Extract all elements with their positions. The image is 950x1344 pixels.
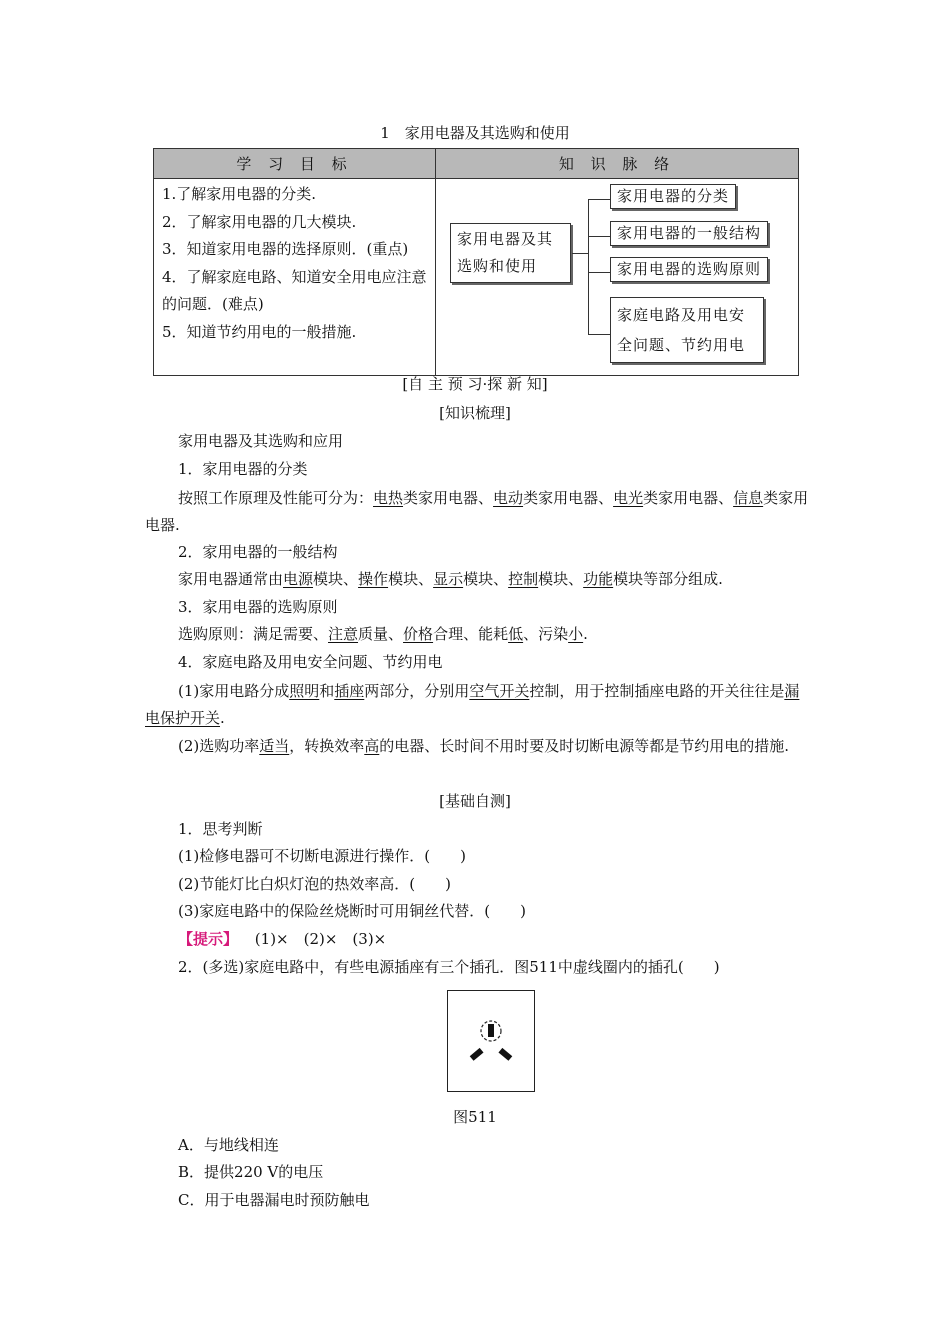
blank-answer: 电热	[373, 489, 404, 507]
blank-answer: 漏电保护开关	[145, 682, 800, 727]
map-connector	[588, 236, 610, 237]
goal-item: 4．了解家庭电路、知道安全用电应注意的问题．(难点)	[162, 267, 427, 313]
blank-answer: 适当	[259, 737, 290, 755]
goal-item: 5．知道节约用电的一般措施.	[162, 322, 357, 341]
map-connector	[588, 199, 610, 200]
knowledge-map	[436, 179, 798, 375]
goal-item: 1.了解家用电器的分类.	[162, 185, 317, 203]
blank-answer: 插座	[334, 682, 365, 700]
section-1-text: 按照工作原理及性能可分为：电热类家用电器、电动类家用电器、电光类家用电器、信息类家用电器.	[145, 489, 809, 534]
section-4-para-2: (2)选购功率适当，转换效率高的电器、长时间不用时要及时切断电源等都是节约用电的措施.	[178, 737, 790, 755]
map-branch-box: 家庭电路及用电安全问题、节约用电	[610, 297, 764, 363]
blank-answer: 操作	[358, 570, 389, 588]
neutral-hole	[498, 1048, 512, 1061]
live-hole	[470, 1048, 484, 1061]
test-header: [基础自测]	[439, 792, 511, 810]
header-knowledge-map: 知 识 脉 络	[436, 149, 799, 179]
map-branch-box: 家用电器的一般结构	[610, 221, 768, 246]
blank-answer: 电动	[493, 489, 524, 507]
map-connector	[588, 334, 610, 335]
blank-answer: 照明	[289, 682, 320, 700]
map-connector	[572, 253, 588, 254]
option-b: B．提供220 V的电压	[178, 1163, 324, 1181]
tip-answer: (1)× (2)× (3)×	[254, 930, 387, 948]
goal-item: 3．知道家用电器的选择原则．(重点)	[162, 240, 409, 258]
section-3-title: 3．家用电器的选购原则	[178, 598, 338, 616]
judgement-item: (2)节能灯比白炽灯泡的热效率高．( )	[178, 875, 451, 893]
blank-answer: 电源	[283, 570, 314, 588]
tip-label: 【提示】	[178, 930, 239, 948]
socket-figure	[447, 990, 535, 1092]
section-header: [自 主 预 习·探 新 知]	[402, 375, 548, 393]
section-2-text: 家用电器通常由电源模块、操作模块、显示模块、控制模块、功能模块等部分组成.	[178, 570, 723, 588]
map-branch-box: 家用电器的分类	[610, 184, 736, 209]
goals-list	[154, 179, 435, 346]
blank-answer: 控制	[508, 570, 539, 588]
judgement-item: (1)检修电器可不切断电源进行操作．( )	[178, 847, 466, 865]
blank-answer: 显示	[433, 570, 464, 588]
blank-answer: 高	[364, 737, 380, 755]
section-4-title: 4．家庭电路及用电安全问题、节约用电	[178, 653, 443, 671]
section-3-text: 选购原则：满足需要、注意质量、价格合理、能耗低、污染小.	[178, 625, 588, 643]
option-c: C．用于电器漏电时预防触电	[178, 1191, 370, 1209]
option-a: A．与地线相连	[178, 1136, 279, 1154]
ground-hole	[488, 1024, 494, 1037]
map-root-box: 家用电器及其选购和使用	[450, 223, 571, 283]
figure-caption: 图511	[453, 1108, 497, 1126]
blank-answer: 功能	[583, 570, 614, 588]
blank-answer: 空气开关	[469, 682, 530, 700]
goal-item: 2．了解家用电器的几大模块.	[162, 212, 357, 231]
map-connector	[588, 199, 589, 334]
section-1-title: 1．家用电器的分类	[178, 460, 308, 478]
knowledge-header: [知识梳理]	[439, 404, 511, 422]
map-connector	[588, 272, 610, 273]
header-learning-goals: 学 习 目 标	[154, 149, 436, 179]
question-2-title: 2．(多选)家庭电路中，有些电源插座有三个插孔．图511中虚线圈内的插孔( )	[178, 958, 720, 976]
blank-answer: 注意	[328, 625, 359, 643]
tip-line	[178, 928, 386, 949]
map-branch-box: 家用电器的选购原则	[610, 257, 768, 282]
blank-answer: 价格	[403, 625, 434, 643]
socket-icon	[448, 991, 534, 1091]
blank-answer: 小	[568, 625, 584, 643]
judgement-item: (3)家庭电路中的保险丝烧断时可用铜丝代替．( )	[178, 902, 526, 920]
question-1-title: 1．思考判断	[178, 820, 263, 838]
page-title: 1 家用电器及其选购和使用	[380, 124, 570, 142]
section-4-para-1: (1)家用电路分成照明和插座两部分，分别用空气开关控制，用于控制插座电路的开关往往是漏电保护开关.	[145, 682, 800, 727]
blank-answer: 电光	[613, 489, 644, 507]
blank-answer: 信息	[733, 489, 764, 507]
knowledge-heading: 家用电器及其选购和应用	[178, 432, 344, 450]
blank-answer: 低	[508, 625, 524, 643]
objectives-table	[153, 148, 799, 376]
section-2-title: 2．家用电器的一般结构	[178, 543, 338, 561]
